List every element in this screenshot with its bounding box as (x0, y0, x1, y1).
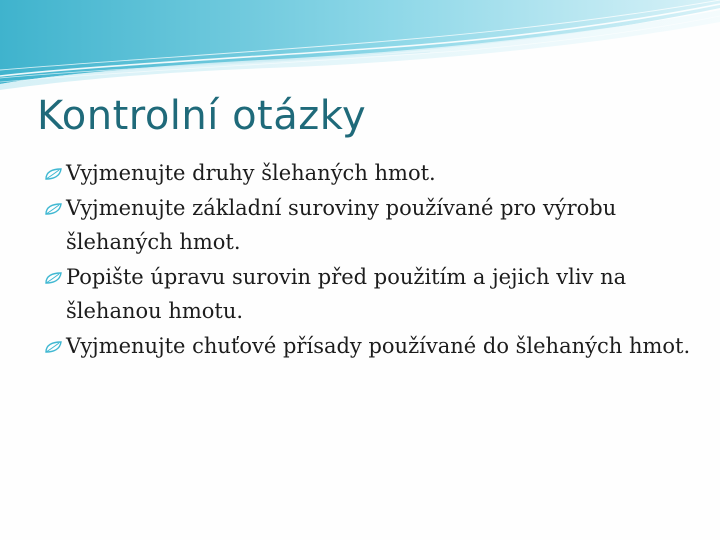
question-text: Vyjmenujte chuťové přísady používané do šlehaných hmot. (66, 333, 691, 358)
question-item (44, 329, 694, 364)
question-text: Popište úpravu surovin před použitím a jejich vliv na šlehanou hmotu. (66, 264, 627, 323)
question-text: Vyjmenujte základní suroviny používané pro výrobu šlehaných hmot. (66, 195, 617, 254)
decorative-wave-header (0, 0, 720, 100)
question-item (44, 191, 694, 260)
slide-title: Kontrolní otázky (37, 93, 367, 139)
question-item (44, 156, 694, 191)
leaf-bullet-icon (44, 271, 64, 285)
question-text: Vyjmenujte druhy šlehaných hmot. (66, 161, 436, 185)
question-list (44, 156, 694, 363)
leaf-bullet-icon (44, 340, 64, 354)
leaf-bullet-icon (44, 167, 64, 181)
question-item (44, 260, 694, 329)
leaf-bullet-icon (44, 202, 64, 216)
